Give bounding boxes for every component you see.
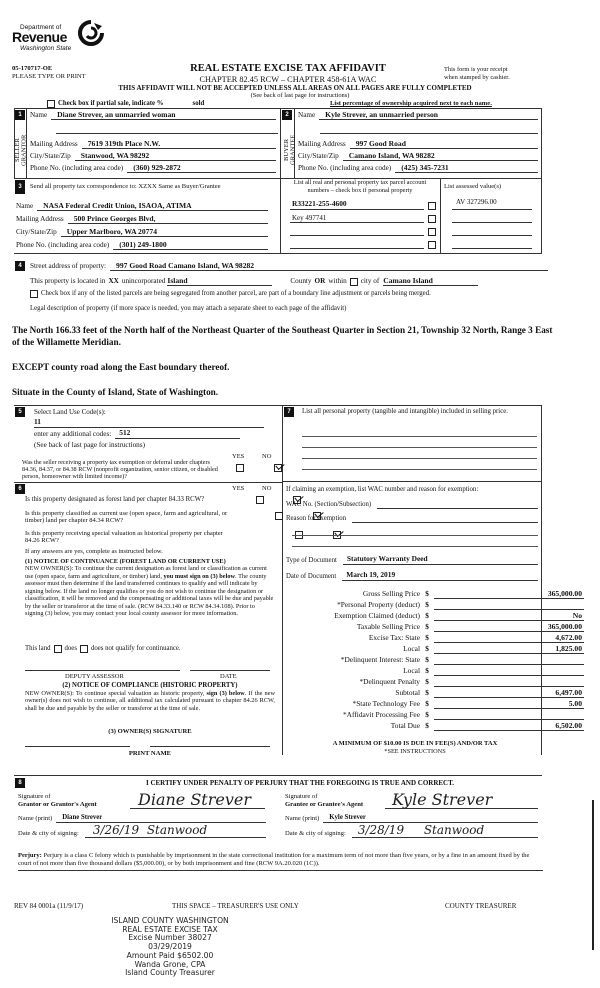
money-label: *Delinquent Penalty [359,677,420,687]
form-code: 05-170717-OE [12,65,53,72]
land-use-see-back: (See back of last page for instructions) [34,441,145,449]
wac-row [286,500,538,509]
parcel-row [290,198,436,210]
grantor-date-row [18,823,266,838]
within-label: within [328,277,347,286]
section-4-badge: 4 [15,261,25,271]
parcel-personal-checkbox[interactable] [428,228,436,236]
stamp-amount-paid: Amount Paid $6502.00 [126,950,214,960]
doc-date-field[interactable]: March 19, 2019 [342,571,538,581]
parcels-heading [282,179,438,194]
buyer-name-field[interactable]: Kyle Strever, an unmarried person [319,110,538,120]
buyer-side-label: BUYER GRANTEE [283,134,297,166]
dollar-sign: $ [425,590,429,599]
money-label: Total Due [390,721,420,731]
partial-sale-row [47,100,204,108]
grantor-signing-city: Stanwood [146,823,208,837]
corr-mailing-row [16,214,268,224]
see-back-instructions: (See back of last page for instructions) [250,92,350,99]
correspondence-heading: Send all property tax correspondence to: XZXX Same as Buyer/Grantee [30,183,221,190]
segregated-label: Check box if any of the listed parcels are being segregated from another parcel, are part of a boundary line adjustment or parcels being merged. [41,290,431,297]
personal-property-deduct-row [290,599,590,610]
seller-side-label: SELLER GRANTOR [14,134,28,166]
corr-mailing-field[interactable]: 500 Prince Georges Blvd, [68,214,268,224]
segregated-row [30,290,431,298]
perjury-label: Perjury: [18,852,42,859]
grantee-date-city-field[interactable] [352,823,538,838]
delinquent-interest-local-row [290,665,590,676]
seller-mailing-row [30,139,276,149]
section-1-badge: 1 [15,110,25,120]
corr-phone-field[interactable]: (301) 249-1800 [113,240,268,250]
seller-phone-row [30,163,276,173]
notice-continuance-text-b: . The county assessor must then determine if the land transferred continues to qualify and will indicate by signing below. If the land no longer qualifies or you do not wish to continue the designation or classification, it will be removed and the compensating or additional taxes will be due and payable by the seller or transferor at the time of sale. (RCW 84.33.140 or RCW 84.34.108). Prior to signing (3) below, you may contact your local county assessor for more information. [25,572,274,617]
receipt-note-1: This form is your receipt [444,66,508,73]
dollar-sign: $ [425,689,429,698]
dollar-sign: $ [425,678,429,687]
street-address-row [30,261,548,271]
money-label: Excise Tax: State [368,633,420,643]
state-technology-fee-row [290,698,590,709]
parcel-number-field[interactable]: Key 497741 [290,214,424,223]
dollar-sign: $ [425,623,429,632]
historic-question: Is this property receiving special valuation as historical property per chapter 84.26 RCW? [25,530,223,545]
print-name-label: PRINT NAME [128,750,172,757]
grantee-signing-city: Stanwood [423,823,485,837]
personal-property-line[interactable] [302,436,537,437]
gross-selling-price-row [290,588,590,599]
grantor-signature[interactable]: Diane Strever [138,790,252,809]
taxable-selling-price-row [290,621,590,632]
seller-name-row [30,110,276,120]
doc-type-row [286,555,538,565]
excise-local-row [290,643,590,654]
grantor-signing-date: 3/26/19 [92,823,140,837]
dollar-sign: $ [425,645,429,654]
money-label: Taxable Selling Price [356,622,420,632]
parcels-heading-1: List all real and personal property tax parcel account [293,179,427,186]
notice-continuance-bold: you must sign on (3) below [163,572,236,580]
seller-phone-field[interactable]: (360) 929-2872 [127,163,276,173]
doc-type-field[interactable]: Statutory Warranty Deed [343,555,538,565]
corr-name-row [16,201,268,211]
forest-land-question: Is this property designated as forest land per chapter 84.33 RCW? [25,496,205,503]
buyer-phone-row [298,163,538,173]
unincorporated-label: unincorporated [121,277,166,286]
section-3-badge: 3 [15,180,25,194]
deputy-assessor-label: DEPUTY ASSESSOR [65,673,124,680]
money-label: *Delinquent Interest: State [340,655,420,665]
no-header: NO [262,453,272,460]
stamp-line: REAL ESTATE EXCISE TAX [122,924,218,934]
money-label: Local [403,644,420,654]
seller-mailing-label: Mailing Address [30,140,78,149]
additional-codes-row [34,429,240,439]
notice-compliance [25,682,275,712]
doc-date-row [286,571,538,581]
buyer-name-label: Name [298,111,316,120]
seller-city-row [30,151,276,161]
dor-swirl-logo-icon [78,20,104,46]
gross-selling-price-field[interactable]: 365,000.00 [434,589,584,599]
seller-city-label: City/State/Zip [30,152,71,161]
subtotal-field[interactable]: 6,497.00 [434,688,584,698]
buyer-mailing-row [298,139,538,149]
seller-name-label: Name [30,111,48,120]
continuance-qualify-row [25,645,181,653]
grantor-sig-label-2: Grantor or Grantor's Agent [18,800,97,808]
excise-local-field[interactable]: 1,825.00 [434,644,584,654]
rev-number: REV 84 0001a (11/9/17) [14,902,84,910]
money-label: *Affidavit Processing Fee [342,710,420,720]
logo-line2: Revenue [12,29,67,45]
subtotal-row [290,687,590,698]
forest-land-yes-checkbox[interactable] [256,496,264,504]
seller-city-field[interactable]: Stanwood, WA 98292 [75,151,276,161]
parcel-number-field[interactable] [290,226,424,236]
parcel-row [290,237,436,249]
land-use-code-field[interactable]: 11 [34,418,264,428]
grantee-name-label: Name (print) [285,815,320,823]
buyer-city-row [298,151,538,161]
additional-codes-field[interactable]: 512 [115,429,240,439]
parcel-row [290,211,436,223]
corr-name-label: Name [16,202,34,211]
legal-description-para-3: Situate in the County of Island, State of Washington. [12,387,219,397]
stamp-treasurer-title: Island County Treasurer [125,968,215,978]
stamp-treasurer-name: Wanda Grone, CPA [134,959,206,969]
located-prefix: This property is located in [30,277,106,286]
exemption-claimed-row [290,610,590,621]
legal-description-label: Legal description of property (if more space is needed, you may attach a separate sheet to each page of the affidavit) [30,305,347,312]
seller-exemption-no-checkbox[interactable] [274,464,282,472]
dollar-sign: $ [425,700,429,709]
owner-signature-label: (3) OWNER(S) SIGNATURE [108,728,192,735]
assessed-value-field[interactable]: AV 327296.00 [452,198,532,210]
dor-logo [12,20,102,60]
parcel-row [290,224,436,236]
legal-description-para-2: EXCEPT county road along the East boundary thereof. [12,362,230,372]
form-chapter: CHAPTER 82.45 RCW – CHAPTER 458-61A WAC [199,75,377,84]
form-warning: THIS AFFIDAVIT WILL NOT BE ACCEPTED UNLESS ALL AREAS ON ALL PAGES ARE FULLY COMPLETED [118,84,472,92]
personal-property-label: List all personal property (tangible and intangible) included in selling price. [302,408,508,415]
parcel-number-field[interactable] [290,239,424,249]
dollar-sign: $ [425,656,429,665]
does-not-qualify-checkbox[interactable] [80,645,88,653]
partial-sale-sold: sold [192,100,205,107]
money-label: *Personal Property (deduct) [337,600,420,610]
legal-description-para-1: The North 166.33 feet of the North half of the Northeast Quarter of the Southeast Quarter in Section 21, Township 32 North, Range 3 East of the Willamette Meridian. [12,325,553,347]
if-yes-instructions: If any answers are yes, complete as instructed below. [25,548,163,555]
dollar-sign: $ [425,722,429,731]
perjury-text: Perjury is a class C felony which is punishable by imprisonment in the state correctional institution for a maximum term of not more than five years, or by a fine in an amount fixed by the court of not more than five thousand dollars ($5,000.00), or by both imprisonment and fine (RCW 9A.20.020 (1C)). [18,852,530,868]
type-or-print: PLEASE TYPE OR PRINT [12,73,86,80]
county-label: County [290,277,312,286]
wac-label: WAC No. (Section/Subsection) [286,500,372,508]
excise-state-row [290,632,590,643]
does-qualify-checkbox[interactable] [54,645,62,653]
notice-compliance-bold: sign (3) below [206,690,245,698]
notice-continuance-title: (1) NOTICE OF CONTINUANCE (FOREST LAND OR CURRENT USE) [25,558,226,565]
grantee-date-row [285,823,538,838]
grantee-name-row [285,814,538,823]
money-label: Subtotal [395,688,420,698]
section-7-badge: 7 [284,407,294,417]
buyer-name-row [298,110,538,120]
corr-name-field[interactable]: NASA Federal Credit Union, ISAOA, ATIMA [37,201,268,211]
parcel-personal-checkbox[interactable] [428,215,436,223]
this-land-label: This land [25,645,51,652]
current-use-yes-checkbox[interactable] [275,512,283,520]
section-2-badge: 2 [282,110,292,120]
grantor-signature-label [18,793,97,808]
parcel-personal-checkbox[interactable] [428,202,436,210]
dollar-sign: $ [425,634,429,643]
buyer-mailing-label: Mailing Address [298,140,346,149]
grantor-date-label: Date & city of signing: [18,830,79,838]
yes-header: YES [232,453,245,460]
buyer-city-field[interactable]: Camano Island, WA 98282 [343,151,538,161]
does-not-label: does not qualify for continuance. [90,645,181,652]
dollar-sign: $ [425,711,429,720]
located-xx: XX [108,277,119,286]
grantee-sig-label-1: Signature of [285,793,318,800]
reason-line[interactable] [292,535,538,536]
corr-phone-row [16,240,268,250]
personal-property-line[interactable] [302,447,537,448]
corr-city-field[interactable]: Upper Marlboro, WA 20774 [61,227,268,237]
county-treasurer-label: COUNTY TREASURER [445,902,517,910]
assessor-date-label: DATE [220,673,237,680]
doc-type-label: Type of Document [286,556,337,564]
reason-row [286,514,538,523]
s6-yes-header: YES [232,485,245,492]
notice-compliance-title: (2) NOTICE OF COMPLIANCE (HISTORIC PROPERTY) [62,682,238,689]
state-technology-fee-field[interactable]: 5.00 [434,699,584,709]
grantor-name-row [18,814,266,823]
minimum-due-note: A MINIMUM OF $10.00 IS DUE IN FEE(S) AND/OR TAX [332,740,498,747]
treasurer-stamp [105,917,235,978]
notice-continuance [25,558,275,617]
notice-compliance-text-a: NEW OWNER(S): To continue special valuation as historic property, [25,690,205,698]
county-field[interactable]: Island [167,276,272,286]
total-due-field[interactable]: 6,502.00 [434,721,584,731]
additional-codes-label: enter any additional codes: [34,430,112,439]
logo-line1: Department of [20,24,62,31]
grantee-sig-label-2: Grantee or Grantee's Agent [285,800,364,808]
seller-exemption-question: Was the seller receiving a property tax exemption or deferral under chapters 84.36, 84.37, or 84.38 RCW (nonprofit organization, senior citizen, or disabled person, homeowner with limited income)? [22,459,218,481]
section-6-badge: 6 [15,484,25,494]
treasurer-use-label: THIS SPACE – TREASURER'S USE ONLY [172,902,299,910]
grantor-date-city-field[interactable] [85,823,266,838]
seller-phone-label: Phone No. (including area code) [30,164,124,173]
city-field[interactable]: Camano Island [383,276,478,286]
parcel-number-field[interactable]: R33221-255-4600 [290,200,424,210]
reason-line[interactable] [292,546,538,547]
corr-mailing-label: Mailing Address [16,215,64,224]
personal-property-line[interactable] [302,458,537,459]
exemption-claim-label: If claiming an exemption, list WAC number and reason for exemption: [286,486,479,493]
dollar-sign: $ [425,601,429,610]
city-of-label: city of [360,277,380,286]
corr-city-row [16,227,268,237]
buyer-city-label: City/State/Zip [298,152,339,161]
perjury-notice [18,852,543,871]
stamp-excise-number: Excise Number 38027 [128,933,212,943]
or-label: OR [314,277,326,286]
stamp-line: ISLAND COUNTY WASHINGTON [111,916,229,925]
land-use-label: Select Land Use Code(s): [34,408,106,416]
exemption-claimed-field[interactable]: No [434,611,584,621]
assessed-value-field[interactable] [452,224,532,236]
total-due-row [290,720,590,731]
parcel-personal-checkbox[interactable] [428,241,436,249]
grantee-name-field[interactable]: Kyle Strever [323,814,538,823]
perjury-certification: I CERTIFY UNDER PENALTY OF PERJURY THAT THE FOREGOING IS TRUE AND CORRECT. [145,779,454,787]
corr-city-label: City/State/Zip [16,228,57,237]
dollar-sign: $ [425,667,429,676]
grantor-name-field[interactable]: Diane Strever [56,814,266,823]
dollar-sign: $ [425,612,429,621]
receipt-note-2: when stamped by cashier. [444,74,510,81]
section-8-badge: 8 [15,778,25,788]
buyer-phone-label: Phone No. (including area code) [298,164,392,173]
grantee-date-label: Date & city of signing: [285,830,346,838]
delinquent-interest-state-row [290,654,590,665]
money-label: Exemption Claimed (deduct) [334,611,420,621]
street-address-field[interactable]: 997 Good Road Camano Island, WA 98282 [110,261,548,271]
wac-field[interactable] [377,500,538,509]
grantor-sig-label-1: Signature of [18,793,51,800]
grantee-signature-label [285,793,363,808]
ownership-note: List percentage of ownership acquired next to each name. [330,100,492,107]
money-label: Gross Selling Price [362,589,420,599]
taxable-selling-price-field[interactable]: 365,000.00 [434,622,584,632]
buyer-phone-field[interactable]: (425) 345-7231 [395,163,538,173]
s6-no-header: NO [262,485,272,492]
doc-date-label: Date of Document [286,572,337,580]
partial-sale-label: Check box if partial sale, indicate % [58,100,164,107]
street-address-label: Street address of property: [30,262,107,271]
segregated-checkbox[interactable] [30,290,38,298]
seller-mailing-field[interactable]: 7619 319th Place N.W. [82,139,276,149]
assessed-heading: List assessed value(s) [444,183,502,190]
within-city-checkbox[interactable] [350,278,358,286]
reason-label: Reason for exemption [286,514,347,522]
affidavit-processing-fee-row [290,709,590,720]
partial-sale-checkbox[interactable] [47,100,55,108]
assessed-value-field[interactable] [452,211,532,223]
section-5-badge: 5 [15,407,25,417]
money-label: Local [403,666,420,676]
grantee-signature[interactable]: Kyle Strever [392,790,493,809]
notice-continuance-text-a: NEW OWNER(S): To continue the current designation as forest land or classification as current use (open space, farm and agriculture, or timber) land, [25,565,267,580]
grantee-signing-date: 3/28/19 [357,823,405,837]
property-location-row [30,276,550,286]
reason-field[interactable] [352,514,538,523]
see-instructions-note: *SEE INSTRUCTIONS [384,748,446,755]
logo-line3: Washington State [20,45,72,52]
seller-exemption-yes-checkbox[interactable] [236,464,244,472]
money-label: *State Technology Fee [352,699,420,709]
notice-compliance-text-b: . If the new owner(s) does not wish to continue, all additional tax calculated pursuant to chapter 84.26 RCW, shall be due and payable by the seller or transferor at the time of sale. [25,690,275,712]
excise-state-field[interactable]: 4,672.00 [434,633,584,643]
assessed-value-field[interactable] [452,237,532,249]
does-label: does [64,645,77,652]
seller-name-field[interactable]: Diane Strever, an unmarried woman [51,110,276,120]
corr-phone-label: Phone No. (including area code) [16,241,110,250]
buyer-mailing-field[interactable]: 997 Good Road [350,139,538,149]
form-title: REAL ESTATE EXCISE TAX AFFIDAVIT [190,63,386,74]
stamp-date: 03/29/2019 [148,942,192,952]
delinquent-penalty-row [290,676,590,687]
personal-property-line[interactable] [302,469,537,470]
grantor-name-label: Name (print) [18,815,53,823]
parcels-heading-2: numbers – check box if personal property [307,186,413,194]
current-use-question: Is this property classified as current use (open space, farm and agricultural, or timber) land per chapter 84.34 RCW? [25,510,228,525]
